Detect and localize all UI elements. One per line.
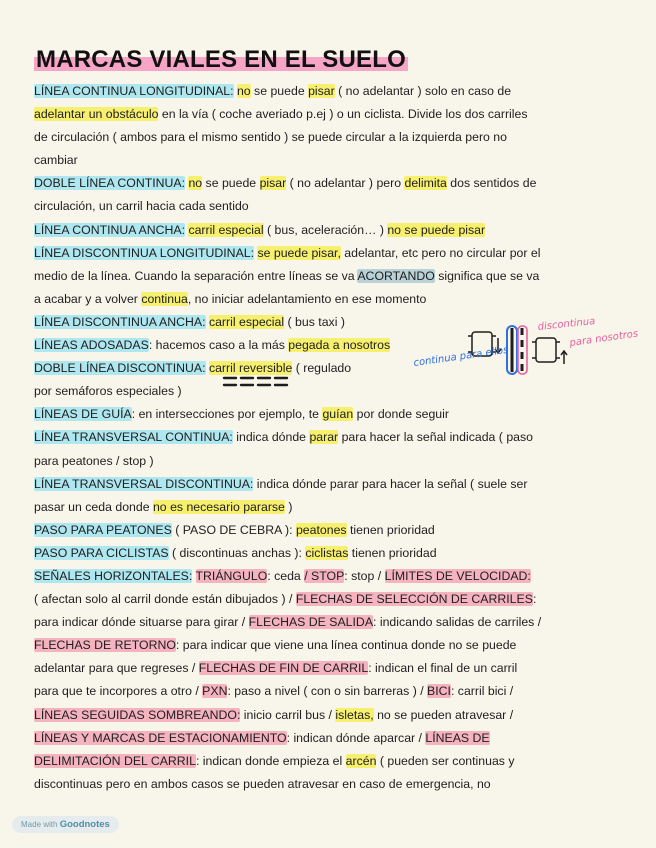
note-line: LÍNEA CONTINUA LONGITUDINAL: no se puede pisar ( no adelantar ) solo en caso de <box>34 84 512 98</box>
note-body <box>34 80 624 796</box>
note-line: PASO PARA PEATONES ( PASO DE CEBRA ): peatones tienen prioridad <box>34 522 435 537</box>
keyword-highlight: pisar <box>308 84 335 98</box>
sign-highlight: LÍMITES DE VELOCIDAD: <box>384 568 531 583</box>
adjacent-lines-sketch <box>410 316 656 396</box>
keyword-highlight: delimita <box>404 176 447 191</box>
keyword-highlight: guían <box>322 407 354 422</box>
sign-highlight: LÍNEAS SEGUIDAS SOMBREANDO: <box>34 707 241 722</box>
term-highlight: LÍNEA CONTINUA ANCHA: <box>34 222 186 237</box>
keyword-highlight: ACORTANDO <box>357 268 435 283</box>
note-line: circulación, un carril hacia cada sentido <box>34 199 249 214</box>
note-line: medio de la línea. Cuando la separación entre líneas se va ACORTANDO significa que se va <box>34 268 540 283</box>
note-line: LÍNEA TRANSVERSAL DISCONTINUA: indica dónde parar para hacer la señal ( suele ser <box>34 476 528 491</box>
note-line: por semáforos especiales ) <box>34 384 182 399</box>
note-line: FLECHAS DE RETORNO: para indicar que viene una línea continua donde no se puede <box>34 638 517 653</box>
keyword-highlight: isletas, <box>335 707 374 722</box>
term-highlight: PASO PARA PEATONES <box>34 522 172 537</box>
note-line: LÍNEA DISCONTINUA ANCHA: carril especial ( bus taxi ) <box>34 314 345 329</box>
sign-highlight: FLECHAS DE SALIDA <box>248 615 374 630</box>
note-line: para indicar dónde situarse para girar / FLECHAS DE SALIDA: indicando salidas de carriles / <box>34 615 542 630</box>
sign-highlight: FLECHAS DE RETORNO <box>34 638 176 653</box>
keyword-highlight: peatones <box>295 522 347 537</box>
keyword-highlight: arcén <box>345 753 377 768</box>
keyword-highlight: adelantar un obstáculo <box>34 107 159 122</box>
page-title <box>34 46 408 74</box>
note-line: LÍNEAS ADOSADAS: hacemos caso a la más pegada a nosotros <box>34 338 391 353</box>
note-line: LÍNEAS DE GUÍA: en intersecciones por ejemplo, te guían por donde seguir <box>34 407 449 422</box>
note-line: discontinuas pero en ambos casos se pueden atravesar en caso de emergencia, no <box>34 776 491 791</box>
keyword-highlight: no se puede pisar <box>387 222 486 237</box>
note-line: LÍNEAS Y MARCAS DE ESTACIONAMIENTO: indican dónde aparcar / LÍNEAS DE <box>34 730 490 745</box>
term-highlight: LÍNEAS ADOSADAS <box>34 338 149 353</box>
note-line: LÍNEA TRANSVERSAL CONTINUA: indica dónde parar para hacer la señal indicada ( paso <box>34 430 533 445</box>
keyword-highlight: carril especial <box>188 222 264 237</box>
note-line: ( afectan solo al carril donde están dibujados ) / FLECHAS DE SELECCIÓN DE CARRILES: <box>34 592 537 607</box>
note-line: DOBLE LÍNEA DISCONTINUA: carril reversible ( regulado <box>34 361 352 376</box>
note-line: DELIMITACIÓN DEL CARRIL: indican donde empieza el arcén ( pueden ser continuas y <box>34 753 515 768</box>
keyword-highlight: no es necesario pararse <box>152 499 285 514</box>
note-line: pasar un ceda donde no es necesario pararse ) <box>34 499 293 514</box>
keyword-highlight: se puede pisar, <box>257 245 341 260</box>
sign-highlight: / STOP <box>304 568 345 583</box>
note-line: PASO PARA CICLISTAS ( discontinuas anchas ): ciclistas tienen prioridad <box>34 545 437 560</box>
term-highlight: LÍNEA TRANSVERSAL DISCONTINUA: <box>34 476 254 491</box>
title-text: MARCAS VIALES EN EL SUELO <box>36 46 406 73</box>
note-line: adelantar para que regreses / FLECHAS DE FIN DE CARRIL: indican el final de un carril <box>34 661 518 676</box>
term-highlight: LÍNEAS DE GUÍA <box>34 407 132 422</box>
keyword-highlight: carril especial <box>208 314 285 329</box>
handwritten-label-right-2: para nosotros <box>568 328 639 349</box>
note-line: LÍNEA DISCONTINUA LONGITUDINAL: se puede pisar, adelantar, etc pero no circular por el <box>34 245 541 260</box>
keyword-highlight: no <box>188 176 203 191</box>
term-highlight: PASO PARA CICLISTAS <box>34 545 169 560</box>
note-line: para peatones / stop ) <box>34 453 154 468</box>
sign-highlight: DELIMITACIÓN DEL CARRIL <box>34 753 196 768</box>
note-line: adelantar un obstáculo en la vía ( coche averiado p.ej ) o un ciclista. Divide los dos carriles <box>34 107 528 122</box>
term-highlight: LÍNEA DISCONTINUA ANCHA: <box>34 314 206 329</box>
note-line: a acabar y a volver continua, no iniciar adelantamiento en ese momento <box>34 291 427 306</box>
footer-prefix: Made with <box>21 820 58 829</box>
term-highlight: DOBLE LÍNEA CONTINUA: <box>34 176 186 191</box>
term-highlight: SEÑALES HORIZONTALES: <box>34 568 193 583</box>
car-right-icon <box>532 338 567 364</box>
term-highlight: LÍNEA CONTINUA LONGITUDINAL: <box>34 84 234 98</box>
sign-highlight: LÍNEAS Y MARCAS DE ESTACIONAMIENTO <box>34 730 287 745</box>
keyword-highlight: pisar <box>259 176 287 191</box>
note-line: de circulación ( ambos para el mismo sentido ) se puede circular a la izquierda pero no <box>34 130 507 145</box>
sign-highlight: LÍNEAS DE <box>425 730 490 745</box>
keyword-highlight: carril reversible <box>208 361 293 376</box>
handwritten-label-left: continua para ellos <box>412 344 510 369</box>
note-line: DOBLE LÍNEA CONTINUA: no se puede pisar ( no adelantar ) pero delimita dos sentidos de <box>34 176 537 191</box>
term-highlight: DOBLE LÍNEA DISCONTINUA: <box>34 361 206 376</box>
keyword-highlight: pegada a nosotros <box>288 338 391 353</box>
sign-highlight: FLECHAS DE FIN DE CARRIL <box>198 661 369 676</box>
keyword-highlight: no <box>236 84 251 98</box>
term-highlight: LÍNEA TRANSVERSAL CONTINUA: <box>34 430 233 445</box>
sign-highlight: PXN <box>202 684 228 699</box>
sign-highlight: BICI <box>427 684 451 699</box>
note-line: SEÑALES HORIZONTALES: TRIÁNGULO: ceda / STOP: stop / LÍMITES DE VELOCIDAD: <box>34 568 531 583</box>
goodnotes-badge[interactable] <box>12 816 119 833</box>
footer-brand: Goodnotes <box>59 819 110 830</box>
sign-highlight: FLECHAS DE SELECCIÓN DE CARRILES <box>295 592 533 607</box>
keyword-highlight: ciclistas <box>305 545 349 560</box>
double-dashed-line-sketch <box>222 374 298 390</box>
note-line: para que te incorpores a otro / PXN: paso a nivel ( con o sin barreras ) / BICI: carril bici / <box>34 684 514 699</box>
keyword-highlight: continua <box>141 291 188 306</box>
sign-highlight: TRIÁNGULO <box>195 568 268 583</box>
keyword-highlight: parar <box>309 430 339 445</box>
note-line: LÍNEAS SEGUIDAS SOMBREANDO: inicio carril bus / isletas, no se pueden atravesar / <box>34 707 514 722</box>
handwritten-label-right-1: discontinua <box>537 316 596 333</box>
term-highlight: LÍNEA DISCONTINUA LONGITUDINAL: <box>34 245 255 260</box>
note-line: cambiar <box>34 153 78 168</box>
note-line: LÍNEA CONTINUA ANCHA: carril especial ( bus, aceleración… ) no se puede pisar <box>34 222 486 237</box>
